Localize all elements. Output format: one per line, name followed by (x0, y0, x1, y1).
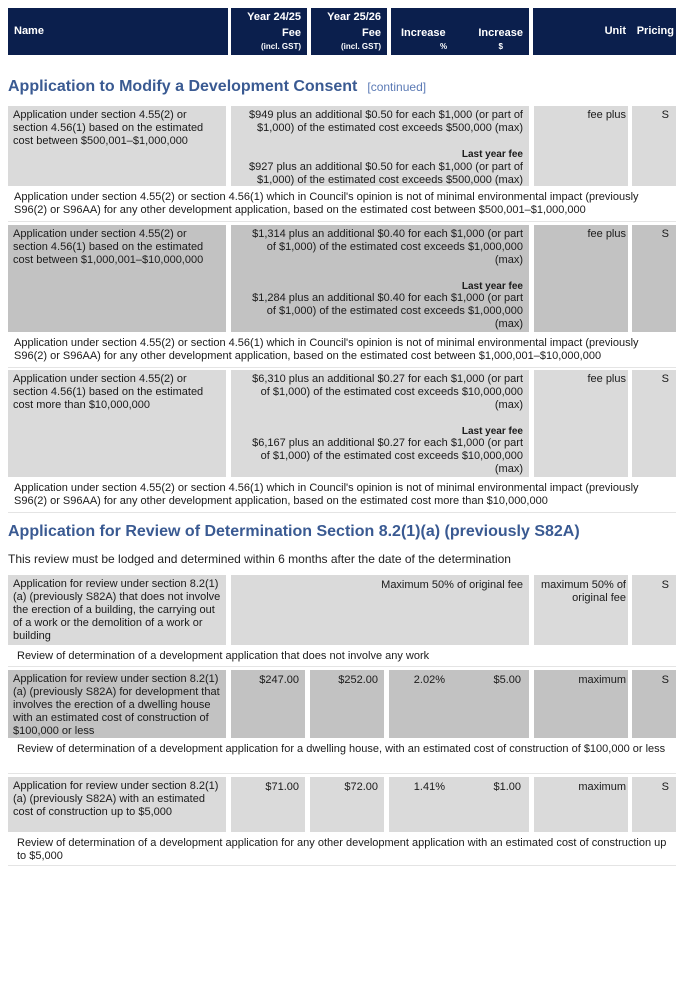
row-unit: fee plus (587, 228, 626, 240)
header-unit-pricing-cell (533, 8, 676, 55)
row-pricing-cell (632, 575, 676, 645)
row-unit: maximum (578, 781, 626, 793)
row-name: Application under section 4.55(2) or section 4.56(1) based on the estimated cost between $1,000,001–$10,000,000 (8, 225, 226, 332)
row-increase-pct: 2.02% (413, 674, 445, 686)
section-continued: [continued] (367, 80, 427, 94)
row-name: Application under section 4.55(2) or section 4.56(1) based on the estimated cost more than $10,000,000 (8, 370, 226, 477)
row-description: Application under section 4.55(2) or section 4.56(1) which in Council's opinion is not of minimal environmental impact (previously S96(2) or S96AA) for any other development application, based on the estimated cost more than $10,000,000 (8, 479, 676, 513)
row-pricing: S (661, 228, 669, 240)
row-fee-cell (231, 106, 529, 186)
header-fee-2425-fee: Fee (282, 27, 301, 39)
header-fee-2526-fee: Fee (362, 27, 381, 39)
row-unit: fee plus (587, 373, 626, 385)
row-fee-2425-cell (231, 670, 305, 738)
section-note: This review must be lodged and determined within 6 months after the date of the determination (8, 552, 511, 566)
row-pricing: S (661, 674, 669, 686)
row-unit-cell (534, 575, 628, 645)
row-fee-2526-cell (310, 670, 384, 738)
row-unit: fee plus (587, 109, 626, 121)
last-year-label: Last year fee (461, 149, 523, 160)
header-increase-cell (391, 8, 529, 55)
row-name: Application for review under section 8.2(1)(a) (previously S82A) with an estimated cost of construction up to $5,000 (8, 777, 226, 832)
row-pricing-cell (632, 777, 676, 832)
header-name-cell (8, 8, 228, 55)
row-fee-2526-cell (310, 777, 384, 832)
row-name: Application for review under section 8.2(1)(a) (previously S82A) for development that involves the erection of a dwelling house with an estimated cost of construction of $100,000 or less (8, 670, 226, 738)
row-pricing: S (661, 109, 669, 121)
header-fee-2526-cell (311, 8, 387, 55)
row-fee-2425: $71.00 (265, 781, 299, 793)
row-increase-pct: 1.41% (413, 781, 445, 793)
row-unit-cell (534, 370, 628, 477)
header-increase-dollar-unit: $ (498, 42, 503, 51)
row-description: Application under section 4.55(2) or section 4.56(1) which in Council's opinion is not of minimal environmental impact (previously S96(2) or S96AA) for any other development application, based on the estimated cost between $500,001–$1,000,000 (8, 188, 676, 222)
row-pricing: S (661, 579, 669, 591)
row-fee: $6,310 plus an additional $0.27 for each $1,000 (or part of $1,000) of the estimated cost exceeds $10,000,000 (max) (252, 373, 523, 411)
row-unit-cell (534, 670, 628, 738)
row-pricing-cell (632, 670, 676, 738)
section-title-modify (8, 78, 426, 96)
row-increase-dollar: $5.00 (493, 674, 521, 686)
row-pricing-cell (632, 225, 676, 332)
row-fee: $1,314 plus an additional $0.40 for each $1,000 (or part of $1,000) of the estimated cost exceeds $1,000,000 (max) (252, 228, 523, 266)
header-increase-dollar: Increase (478, 27, 523, 39)
row-pricing-cell (632, 370, 676, 477)
row-unit: maximum (578, 674, 626, 686)
row-increase-cell (389, 777, 529, 832)
header-unit: Unit (604, 25, 626, 37)
row-fee-2526: $72.00 (344, 781, 378, 793)
row-unit-cell (534, 777, 628, 832)
section-title-review: Application for Review of Determination Section 8.2(1)(a) (previously S82A) (8, 523, 580, 540)
row-unit: maximum 50% of original fee (541, 579, 626, 604)
header-name: Name (14, 25, 44, 37)
row-pricing: S (661, 781, 669, 793)
header-fee-2526-gst: (incl. GST) (341, 42, 381, 51)
row-fee: $949 plus an additional $0.50 for each $1,000 (or part of $1,000) of the estimated cost exceeds $500,000 (max) (249, 109, 523, 134)
row-increase-cell (389, 670, 529, 738)
row-unit-cell (534, 225, 628, 332)
row-description: Review of determination of a development application for a dwelling house, with an estimated cost of construction of $100,000 or less (8, 740, 676, 774)
row-fee-2425: $247.00 (259, 674, 299, 686)
header-fee-2425-cell (231, 8, 307, 55)
last-year-label: Last year fee (461, 426, 523, 437)
section-title-text: Application to Modify a Development Consent (8, 78, 358, 95)
header-fee-2526-year: Year 25/26 (327, 11, 381, 23)
header-fee-2425-gst: (incl. GST) (261, 42, 301, 51)
row-increase-dollar: $1.00 (493, 781, 521, 793)
row-unit-cell (534, 106, 628, 186)
header-increase-pct-unit: % (440, 42, 448, 51)
row-pricing: S (661, 373, 669, 385)
row-fee-2425-cell (231, 777, 305, 832)
last-year-fee: $1,284 plus an additional $0.40 for each $1,000 (or part of $1,000) of the estimated cost exceeds $1,000,000 (max) (252, 292, 523, 330)
row-fee: Maximum 50% of original fee (381, 579, 523, 591)
row-fee-cell (231, 370, 529, 477)
header-pricing: Pricing (636, 25, 674, 37)
row-fee-cell (231, 575, 529, 645)
last-year-label: Last year fee (461, 281, 523, 292)
row-fee-2526: $252.00 (338, 674, 378, 686)
row-description: Review of determination of a development application for any other development application with an estimated cost of construction up to $5,000 (8, 834, 676, 866)
row-description: Application under section 4.55(2) or section 4.56(1) which in Council's opinion is not of minimal environmental impact (previously S96(2) or S96AA) for any other development application, based on the estimated cost between $1,000,001–$10,000,000 (8, 334, 676, 368)
header-increase-pct: Increase (401, 27, 446, 39)
row-name: Application for review under section 8.2(1)(a) (previously S82A) that does not involve the erection of a building, the carrying out of a work or the demolition of a work or building (8, 575, 226, 645)
row-pricing-cell (632, 106, 676, 186)
row-description: Review of determination of a development application that does not involve any work (8, 647, 676, 667)
header-fee-2425-year: Year 24/25 (247, 11, 301, 23)
row-fee-cell (231, 225, 529, 332)
last-year-fee: $927 plus an additional $0.50 for each $1,000 (or part of $1,000) of the estimated cost exceeds $500,000 (max) (249, 161, 523, 186)
row-name: Application under section 4.55(2) or section 4.56(1) based on the estimated cost between $500,001–$1,000,000 (8, 106, 226, 186)
last-year-fee: $6,167 plus an additional $0.27 for each $1,000 (or part of $1,000) of the estimated cost exceeds $10,000,000 (max) (252, 437, 523, 475)
table-header (8, 8, 676, 55)
